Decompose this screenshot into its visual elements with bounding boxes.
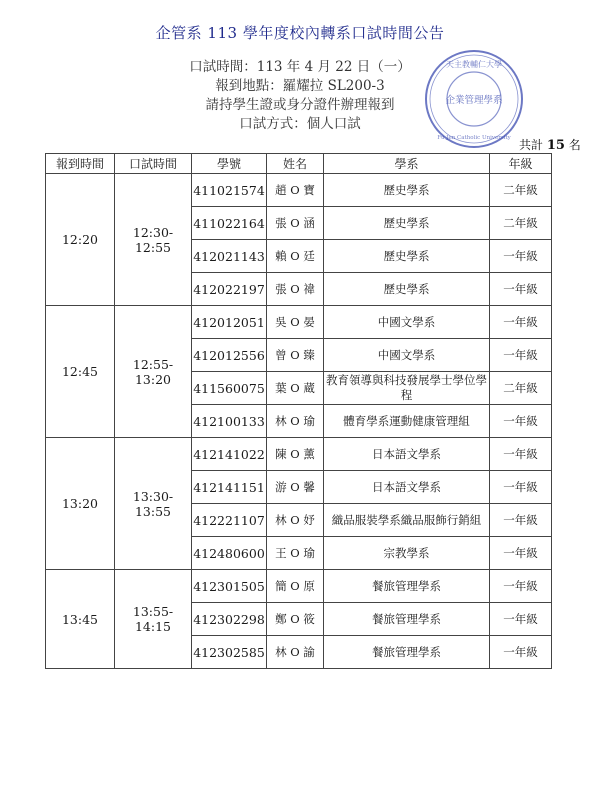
- student-id-cell: 412480600: [192, 537, 267, 570]
- interview-time-cell: 13:55-14:15: [115, 570, 192, 669]
- page-title: 企管系 113 學年度校內轉系口試時間公告: [155, 24, 445, 42]
- grade-cell: 一年級: [490, 438, 552, 471]
- grade-cell: 一年級: [490, 603, 552, 636]
- svg-text:Fu Jen Catholic University: Fu Jen Catholic University: [437, 135, 511, 141]
- department-cell: 餐旅管理學系: [324, 570, 490, 603]
- table-row: [46, 438, 552, 471]
- svg-text:天主教輔仁大學: 天主教輔仁大學: [446, 60, 502, 69]
- grade-cell: 一年級: [490, 240, 552, 273]
- name-cell: 林 O 妤: [267, 504, 324, 537]
- report-time-cell: 13:20: [46, 438, 115, 570]
- grade-cell: 一年級: [490, 306, 552, 339]
- total-number: 15: [546, 138, 565, 153]
- student-id-cell: 412012051: [192, 306, 267, 339]
- header-interview-time: 口試時間: [115, 154, 192, 174]
- header-grade: 年級: [490, 154, 552, 174]
- department-cell: 宗教學系: [324, 537, 490, 570]
- header-student-id: 學號: [192, 154, 267, 174]
- department-cell: 歷史學系: [324, 207, 490, 240]
- interview-schedule-table: [45, 153, 552, 669]
- name-cell: 王 O 瑜: [267, 537, 324, 570]
- department-cell: 中國文學系: [324, 339, 490, 372]
- name-cell: 陳 O 薰: [267, 438, 324, 471]
- name-cell: 張 O 禕: [267, 273, 324, 306]
- grade-cell: 一年級: [490, 405, 552, 438]
- student-id-cell: 412141151: [192, 471, 267, 504]
- name-cell: 趙 O 寶: [267, 174, 324, 207]
- table-body: [46, 174, 552, 669]
- info-line-method: 口試方式：個人口試: [239, 116, 361, 132]
- student-id-cell: 412100133: [192, 405, 267, 438]
- student-id-cell: 412221107: [192, 504, 267, 537]
- name-cell: 吳 O 晏: [267, 306, 324, 339]
- department-cell: 餐旅管理學系: [324, 636, 490, 669]
- grade-cell: 一年級: [490, 504, 552, 537]
- svg-text:企業管理學系: 企業管理學系: [445, 95, 503, 106]
- name-cell: 林 O 瑜: [267, 405, 324, 438]
- student-id-cell: 412302585: [192, 636, 267, 669]
- department-cell: 餐旅管理學系: [324, 603, 490, 636]
- table-header-row: [46, 154, 552, 174]
- info-line-id: 請持學生證或身分證件辦理報到: [205, 97, 395, 113]
- student-id-cell: 411560075: [192, 372, 267, 405]
- name-cell: 賴 O 廷: [267, 240, 324, 273]
- name-cell: 游 O 馨: [267, 471, 324, 504]
- grade-cell: 一年級: [490, 537, 552, 570]
- report-time-cell: 13:45: [46, 570, 115, 669]
- department-cell: 歷史學系: [324, 273, 490, 306]
- student-id-cell: 412012556: [192, 339, 267, 372]
- header-department: 學系: [324, 154, 490, 174]
- header-name: 姓名: [267, 154, 324, 174]
- grade-cell: 二年級: [490, 372, 552, 405]
- name-cell: 林 O 諭: [267, 636, 324, 669]
- student-id-cell: 412301505: [192, 570, 267, 603]
- grade-cell: 一年級: [490, 636, 552, 669]
- table-row: [46, 306, 552, 339]
- name-cell: 張 O 涵: [267, 207, 324, 240]
- grade-cell: 一年級: [490, 339, 552, 372]
- header-report-time: 報到時間: [46, 154, 115, 174]
- table-row: [46, 570, 552, 603]
- name-cell: 簡 O 原: [267, 570, 324, 603]
- total-suffix: 名: [568, 138, 581, 152]
- student-id-cell: 411022164: [192, 207, 267, 240]
- name-cell: 曾 O 臻: [267, 339, 324, 372]
- department-cell: 歷史學系: [324, 174, 490, 207]
- info-line-location: 報到地點：羅耀拉 SL200-3: [215, 78, 385, 94]
- report-time-cell: 12:45: [46, 306, 115, 438]
- department-cell: 織品服裝學系織品服飾行銷組: [324, 504, 490, 537]
- department-cell: 歷史學系: [324, 240, 490, 273]
- interview-time-cell: 12:55-13:20: [115, 306, 192, 438]
- grade-cell: 一年級: [490, 471, 552, 504]
- grade-cell: 一年級: [490, 570, 552, 603]
- student-id-cell: 412141022: [192, 438, 267, 471]
- table-row: [46, 174, 552, 207]
- student-id-cell: 412022197: [192, 273, 267, 306]
- grade-cell: 一年級: [490, 273, 552, 306]
- report-time-cell: 12:20: [46, 174, 115, 306]
- total-count: [519, 136, 581, 153]
- interview-time-cell: 12:30-12:55: [115, 174, 192, 306]
- student-id-cell: 412302298: [192, 603, 267, 636]
- total-prefix: 共計: [519, 138, 544, 152]
- name-cell: 葉 O 蔵: [267, 372, 324, 405]
- interview-time-cell: 13:30-13:55: [115, 438, 192, 570]
- department-cell: 日本語文學系: [324, 471, 490, 504]
- department-seal: [420, 45, 528, 153]
- student-id-cell: 412021143: [192, 240, 267, 273]
- department-cell: 體育學系運動健康管理組: [324, 405, 490, 438]
- department-cell: 中國文學系: [324, 306, 490, 339]
- grade-cell: 二年級: [490, 174, 552, 207]
- department-cell: 教育領導與科技發展學士學位學程: [324, 372, 490, 405]
- grade-cell: 二年級: [490, 207, 552, 240]
- name-cell: 鄭 O 筱: [267, 603, 324, 636]
- department-cell: 日本語文學系: [324, 438, 490, 471]
- info-line-time: 口試時間：113 年 4 月 22 日（一）: [189, 59, 411, 75]
- student-id-cell: 411021574: [192, 174, 267, 207]
